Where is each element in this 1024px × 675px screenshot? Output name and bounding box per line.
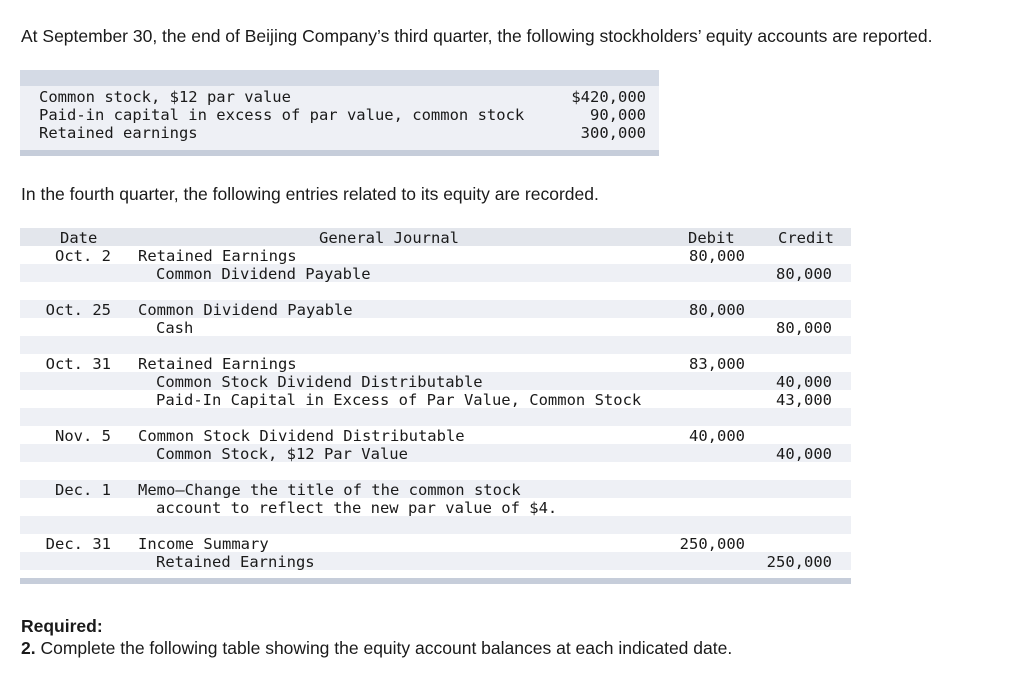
date-column-header: Date (60, 229, 98, 247)
journal-credit-amount: 40,000 (776, 373, 832, 391)
debit-column-header: Debit (688, 229, 735, 247)
required-text: Complete the following table showing the equity account balances at each indicated date. (40, 638, 733, 658)
journal-spacer-band (20, 282, 851, 300)
journal-account: Common Stock, $12 Par Value (156, 445, 408, 463)
journal-row-band (20, 318, 851, 336)
required-number: 2. (21, 638, 36, 658)
journal-account: Common Stock Dividend Distributable (138, 427, 465, 445)
journal-debit-amount: 250,000 (679, 535, 745, 553)
equity-account-amount: 300,000 (580, 124, 646, 142)
journal-account: Retained Earnings (156, 553, 315, 571)
journal-entry-date: Oct. 2 (55, 247, 111, 265)
equity-account-amount: $420,000 (571, 88, 646, 106)
credit-column-header: Credit (778, 229, 834, 247)
equity-account-name: Paid-in capital in excess of par value, common stock (39, 106, 525, 124)
journal-credit-amount: 43,000 (776, 391, 832, 409)
journal-account: Common Stock Dividend Distributable (156, 373, 483, 391)
fourth-quarter-text: In the fourth quarter, the following entries related to its equity are recorded. (21, 184, 599, 204)
journal-account: Retained Earnings (138, 355, 297, 373)
journal-account: Income Summary (138, 535, 269, 553)
journal-row-band (20, 552, 851, 570)
journal-credit-amount: 40,000 (776, 445, 832, 463)
journal-spacer-band (20, 462, 851, 480)
journal-debit-amount: 80,000 (689, 247, 745, 265)
general-journal-column-header: General Journal (319, 229, 459, 247)
journal-entry-date: Dec. 1 (55, 481, 111, 499)
equity-account-name: Retained earnings (39, 124, 198, 142)
required-heading: Required: (21, 616, 103, 636)
journal-debit-amount: 80,000 (689, 301, 745, 319)
journal-entry-date: Oct. 25 (45, 301, 111, 319)
journal-account: account to reflect the new par value of $4. (156, 499, 558, 517)
journal-account: Common Dividend Payable (156, 265, 371, 283)
journal-spacer-band (20, 408, 851, 426)
journal-credit-amount: 250,000 (766, 553, 832, 571)
intro-text: At September 30, the end of Beijing Company’s third quarter, the following stockholders’ equity accounts are reported. (21, 26, 933, 46)
required-section (21, 615, 732, 659)
journal-account: Memo—Change the title of the common stock (138, 481, 521, 499)
journal-credit-amount: 80,000 (776, 319, 832, 337)
journal-spacer-band (20, 336, 851, 354)
journal-row-band (20, 264, 851, 282)
journal-spacer-band (20, 516, 851, 534)
equity-account-amount: 90,000 (590, 106, 646, 124)
journal-account: Retained Earnings (138, 247, 297, 265)
journal-row-band (20, 444, 851, 462)
journal-debit-amount: 83,000 (689, 355, 745, 373)
journal-credit-amount: 80,000 (776, 265, 832, 283)
journal-debit-amount: 40,000 (689, 427, 745, 445)
journal-entry-date: Dec. 31 (45, 535, 111, 553)
journal-account: Paid-In Capital in Excess of Par Value, Common Stock (156, 391, 642, 409)
journal-entry-date: Nov. 5 (55, 427, 111, 445)
journal-account: Cash (156, 319, 194, 337)
equity-account-name: Common stock, $12 par value (39, 88, 291, 106)
journal-account: Common Dividend Payable (138, 301, 353, 319)
journal-entry-date: Oct. 31 (45, 355, 111, 373)
